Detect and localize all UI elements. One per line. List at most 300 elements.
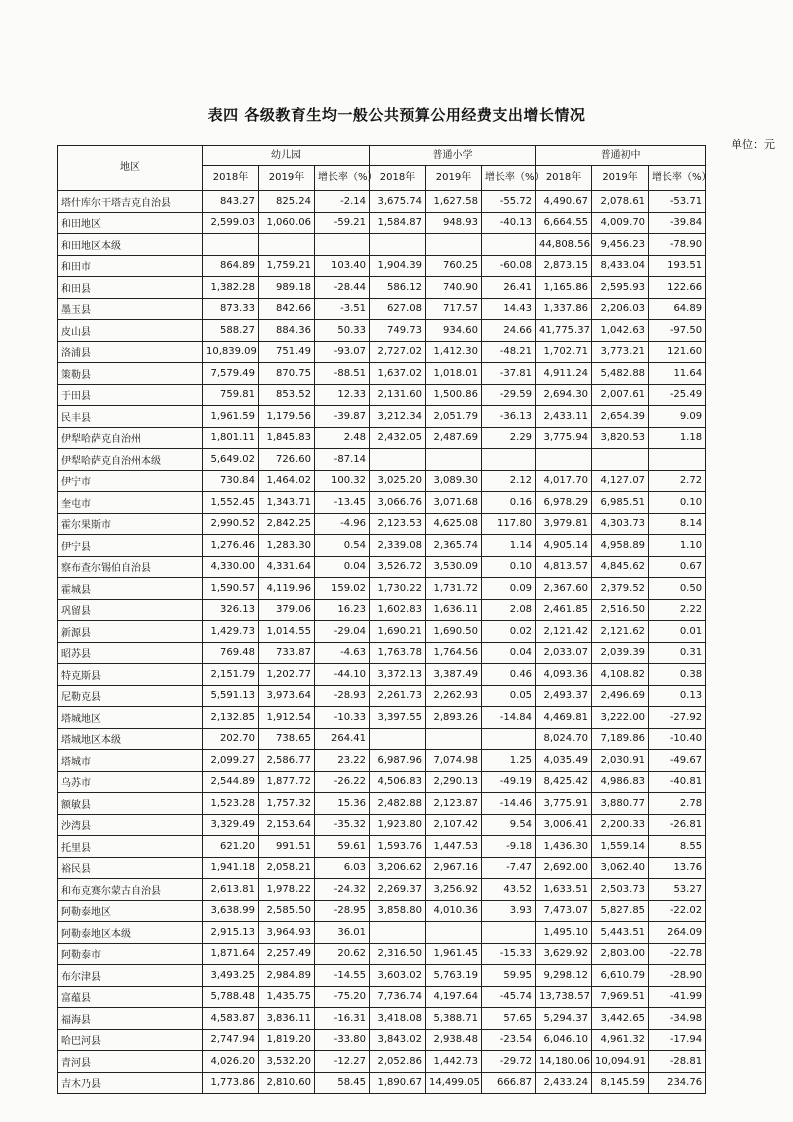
value-cell: 2,379.52 [592, 578, 649, 600]
value-cell: 1,941.18 [203, 857, 259, 879]
value-cell: 1,442.73 [426, 1051, 482, 1073]
table-row [58, 922, 706, 944]
value-cell: 740.90 [426, 277, 482, 299]
value-cell: 0.02 [482, 621, 536, 643]
value-cell: 2,432.05 [370, 427, 426, 449]
value-cell: -49.19 [482, 771, 536, 793]
value-cell: 2,586.77 [259, 750, 315, 772]
region-cell: 和田地区本级 [58, 234, 203, 256]
value-cell: 9,298.12 [536, 965, 592, 987]
value-cell: 8,425.42 [536, 771, 592, 793]
value-cell: 3,858.80 [370, 900, 426, 922]
value-cell: 5,294.37 [536, 1008, 592, 1030]
table-row [58, 965, 706, 987]
value-cell: -17.94 [649, 1029, 706, 1051]
value-cell: 0.67 [649, 556, 706, 578]
table-row [58, 513, 706, 535]
value-cell: 7,074.98 [426, 750, 482, 772]
value-cell: 2,496.69 [592, 685, 649, 707]
value-cell: 7,473.07 [536, 900, 592, 922]
value-cell: 7,736.74 [370, 986, 426, 1008]
table-row [58, 320, 706, 342]
value-cell: 1.25 [482, 750, 536, 772]
value-cell: 3,629.92 [536, 943, 592, 965]
value-cell: 0.54 [315, 535, 370, 557]
region-cell: 阿勒泰地区 [58, 900, 203, 922]
value-cell: 884.36 [259, 320, 315, 342]
region-cell: 策勒县 [58, 363, 203, 385]
value-cell: -13.45 [315, 492, 370, 514]
value-cell: 2,058.21 [259, 857, 315, 879]
value-cell: 1,590.57 [203, 578, 259, 600]
value-cell: 4,469.81 [536, 707, 592, 729]
value-cell: 6,978.29 [536, 492, 592, 514]
table-row [58, 814, 706, 836]
value-cell: 666.87 [482, 1072, 536, 1094]
value-cell: 2,654.39 [592, 406, 649, 428]
value-cell: 873.33 [203, 298, 259, 320]
value-cell: -23.54 [482, 1029, 536, 1051]
value-cell: 5,827.85 [592, 900, 649, 922]
value-cell: 1,500.86 [426, 384, 482, 406]
region-cell: 伊犁哈萨克自治州 [58, 427, 203, 449]
value-cell: 3,603.02 [370, 965, 426, 987]
value-cell: -14.55 [315, 965, 370, 987]
value-cell [649, 449, 706, 471]
value-cell: 2,153.64 [259, 814, 315, 836]
value-cell: 4,108.82 [592, 664, 649, 686]
value-cell: 2.48 [315, 427, 370, 449]
value-cell: 760.25 [426, 255, 482, 277]
value-cell: -15.33 [482, 943, 536, 965]
value-cell: 1,923.80 [370, 814, 426, 836]
value-cell: 13,738.57 [536, 986, 592, 1008]
value-cell: 1,759.21 [259, 255, 315, 277]
value-cell: 2,365.74 [426, 535, 482, 557]
value-cell: -53.71 [649, 191, 706, 213]
value-cell: 4,017.70 [536, 470, 592, 492]
value-cell: -22.78 [649, 943, 706, 965]
region-cell: 新源县 [58, 621, 203, 643]
value-cell: 1,702.71 [536, 341, 592, 363]
value-cell: 1.10 [649, 535, 706, 557]
value-cell: 326.13 [203, 599, 259, 621]
value-cell: 4,026.20 [203, 1051, 259, 1073]
table-row [58, 298, 706, 320]
value-cell: 1,763.78 [370, 642, 426, 664]
region-cell: 塔什库尔干塔吉克自治县 [58, 191, 203, 213]
value-cell: 10,839.09 [203, 341, 259, 363]
value-cell: 41,775.37 [536, 320, 592, 342]
value-cell: 3,880.77 [592, 793, 649, 815]
value-cell: 1,690.50 [426, 621, 482, 643]
table-row [58, 556, 706, 578]
value-cell: 2,585.50 [259, 900, 315, 922]
value-cell: 1,690.21 [370, 621, 426, 643]
value-cell: 3,526.72 [370, 556, 426, 578]
value-cell: 2,078.61 [592, 191, 649, 213]
value-cell: 1,819.20 [259, 1029, 315, 1051]
region-cell: 乌苏市 [58, 771, 203, 793]
value-cell: 3,836.11 [259, 1008, 315, 1030]
value-cell: -33.80 [315, 1029, 370, 1051]
value-cell: 1,912.54 [259, 707, 315, 729]
value-cell: 2,727.02 [370, 341, 426, 363]
value-cell: 1,904.39 [370, 255, 426, 277]
value-cell: 4,625.08 [426, 513, 482, 535]
value-cell: 934.60 [426, 320, 482, 342]
table-row [58, 707, 706, 729]
value-cell: 11.64 [649, 363, 706, 385]
value-cell: 4,035.49 [536, 750, 592, 772]
page-title: 表四 各级教育生均一般公共预算公用经费支出增长情况 [207, 106, 586, 124]
value-cell: 264.09 [649, 922, 706, 944]
col-2018: 2018年 [536, 166, 592, 191]
value-cell [482, 449, 536, 471]
value-cell: 1,961.45 [426, 943, 482, 965]
value-cell: 989.18 [259, 277, 315, 299]
value-cell: 0.05 [482, 685, 536, 707]
value-cell: 100.32 [315, 470, 370, 492]
value-cell: -3.51 [315, 298, 370, 320]
value-cell: 3,775.94 [536, 427, 592, 449]
value-cell: -28.95 [315, 900, 370, 922]
value-cell: 2,290.13 [426, 771, 482, 793]
value-cell: 159.02 [315, 578, 370, 600]
value-cell: 2,810.60 [259, 1072, 315, 1094]
value-cell: -4.63 [315, 642, 370, 664]
col-2019: 2019年 [259, 166, 315, 191]
value-cell: 0.50 [649, 578, 706, 600]
region-cell: 布尔津县 [58, 965, 203, 987]
value-cell: 264.41 [315, 728, 370, 750]
value-cell: -27.92 [649, 707, 706, 729]
value-cell: 2,030.91 [592, 750, 649, 772]
value-cell: 9.09 [649, 406, 706, 428]
value-cell: 3,973.64 [259, 685, 315, 707]
value-cell [426, 728, 482, 750]
region-cell: 于田县 [58, 384, 203, 406]
group-header-kindergarten: 幼儿园 [203, 146, 370, 166]
value-cell: -87.14 [315, 449, 370, 471]
value-cell: 2,938.48 [426, 1029, 482, 1051]
value-cell: 2,487.69 [426, 427, 482, 449]
value-cell: 14,499.05 [426, 1072, 482, 1094]
value-cell: -36.13 [482, 406, 536, 428]
value-cell: 0.10 [649, 492, 706, 514]
table-row [58, 406, 706, 428]
value-cell: 1,447.53 [426, 836, 482, 858]
value-cell: 1,495.10 [536, 922, 592, 944]
col-2018: 2018年 [370, 166, 426, 191]
value-cell: 3,442.65 [592, 1008, 649, 1030]
value-cell: 0.01 [649, 621, 706, 643]
table-body [58, 191, 706, 1094]
value-cell: 5,443.51 [592, 922, 649, 944]
value-cell: 0.13 [649, 685, 706, 707]
col-2018: 2018年 [203, 166, 259, 191]
region-cell: 特克斯县 [58, 664, 203, 686]
table-row [58, 836, 706, 858]
value-cell: 2,206.03 [592, 298, 649, 320]
value-cell: 2,316.50 [370, 943, 426, 965]
value-cell: 6.03 [315, 857, 370, 879]
table-row [58, 599, 706, 621]
table-row [58, 1051, 706, 1073]
value-cell: 26.41 [482, 277, 536, 299]
table-row [58, 1072, 706, 1094]
value-cell: 4,127.07 [592, 470, 649, 492]
table-row [58, 212, 706, 234]
region-cell: 阿勒泰地区本级 [58, 922, 203, 944]
value-cell: 4,010.36 [426, 900, 482, 922]
table-row [58, 943, 706, 965]
table-row [58, 900, 706, 922]
value-cell [315, 234, 370, 256]
value-cell: 3,820.53 [592, 427, 649, 449]
value-cell: 4,583.87 [203, 1008, 259, 1030]
value-cell [592, 449, 649, 471]
value-cell: -49.67 [649, 750, 706, 772]
value-cell: 621.20 [203, 836, 259, 858]
value-cell: 4,958.89 [592, 535, 649, 557]
value-cell: 103.40 [315, 255, 370, 277]
value-cell: 5,482.88 [592, 363, 649, 385]
value-cell: 2,052.86 [370, 1051, 426, 1073]
value-cell: 20.62 [315, 943, 370, 965]
value-cell: 1,436.30 [536, 836, 592, 858]
value-cell: 14,180.06 [536, 1051, 592, 1073]
value-cell: 2,123.87 [426, 793, 482, 815]
region-cell: 霍尔果斯市 [58, 513, 203, 535]
value-cell: 3,222.00 [592, 707, 649, 729]
value-cell: 2,692.00 [536, 857, 592, 879]
value-cell: 2,544.89 [203, 771, 259, 793]
value-cell: 43.52 [482, 879, 536, 901]
value-cell: 2.78 [649, 793, 706, 815]
value-cell: 4,986.83 [592, 771, 649, 793]
value-cell: -10.33 [315, 707, 370, 729]
value-cell: 759.81 [203, 384, 259, 406]
table-row [58, 578, 706, 600]
value-cell: 2,747.94 [203, 1029, 259, 1051]
value-cell: -45.74 [482, 986, 536, 1008]
value-cell: 59.95 [482, 965, 536, 987]
value-cell: -14.84 [482, 707, 536, 729]
value-cell: 36.01 [315, 922, 370, 944]
value-cell: 2,803.00 [592, 943, 649, 965]
value-cell [203, 234, 259, 256]
value-cell [426, 922, 482, 944]
value-cell: 2,051.79 [426, 406, 482, 428]
value-cell: 1,633.51 [536, 879, 592, 901]
value-cell: 2,121.42 [536, 621, 592, 643]
value-cell: 3,638.99 [203, 900, 259, 922]
value-cell: -78.90 [649, 234, 706, 256]
value-cell: -26.81 [649, 814, 706, 836]
value-cell: 6,987.96 [370, 750, 426, 772]
value-cell: 122.66 [649, 277, 706, 299]
value-cell: 1,593.76 [370, 836, 426, 858]
table-row [58, 384, 706, 406]
value-cell: 4,813.57 [536, 556, 592, 578]
value-cell: 4,093.36 [536, 664, 592, 686]
value-cell: 1,283.30 [259, 535, 315, 557]
value-cell: 58.45 [315, 1072, 370, 1094]
value-cell: 749.73 [370, 320, 426, 342]
col-2019: 2019年 [592, 166, 649, 191]
value-cell: 2,099.27 [203, 750, 259, 772]
value-cell: -28.44 [315, 277, 370, 299]
value-cell: 3,530.09 [426, 556, 482, 578]
value-cell: 13.76 [649, 857, 706, 879]
value-cell: 0.04 [315, 556, 370, 578]
value-cell [482, 234, 536, 256]
value-cell: 5,591.13 [203, 685, 259, 707]
value-cell: 6,046.10 [536, 1029, 592, 1051]
value-cell: 5,763.19 [426, 965, 482, 987]
col-growth: 增长率（%） [649, 166, 706, 191]
value-cell: 1,602.83 [370, 599, 426, 621]
table-row [58, 879, 706, 901]
value-cell: 2,433.11 [536, 406, 592, 428]
value-cell: -55.72 [482, 191, 536, 213]
value-cell: 3,843.02 [370, 1029, 426, 1051]
value-cell: 1,584.87 [370, 212, 426, 234]
value-cell: -40.81 [649, 771, 706, 793]
col-growth: 增长率（%） [315, 166, 370, 191]
value-cell: 6,664.55 [536, 212, 592, 234]
table-row [58, 771, 706, 793]
value-cell: 1,014.55 [259, 621, 315, 643]
table-row [58, 642, 706, 664]
value-cell: 3,062.40 [592, 857, 649, 879]
region-cell: 巩留县 [58, 599, 203, 621]
value-cell: 4,506.83 [370, 771, 426, 793]
value-cell: 2,121.62 [592, 621, 649, 643]
value-cell: 586.12 [370, 277, 426, 299]
group-header-junior: 普通初中 [536, 146, 706, 166]
value-cell: 948.93 [426, 212, 482, 234]
unit-label: 单位：元 [731, 138, 775, 151]
value-cell: -88.51 [315, 363, 370, 385]
value-cell: 7,189.86 [592, 728, 649, 750]
region-cell: 和田地区 [58, 212, 203, 234]
value-cell: 853.52 [259, 384, 315, 406]
value-cell: 234.76 [649, 1072, 706, 1094]
value-cell: 1,165.86 [536, 277, 592, 299]
value-cell: 0.16 [482, 492, 536, 514]
value-cell: 2.22 [649, 599, 706, 621]
value-cell: 8,024.70 [536, 728, 592, 750]
value-cell: 3,329.49 [203, 814, 259, 836]
value-cell: 5,788.48 [203, 986, 259, 1008]
region-cell: 洛浦县 [58, 341, 203, 363]
value-cell [426, 234, 482, 256]
value-cell: 379.06 [259, 599, 315, 621]
value-cell: 1,179.56 [259, 406, 315, 428]
value-cell [370, 449, 426, 471]
value-cell: 3,025.20 [370, 470, 426, 492]
value-cell: 627.08 [370, 298, 426, 320]
value-cell: 121.60 [649, 341, 706, 363]
value-cell: -9.18 [482, 836, 536, 858]
table-row [58, 728, 706, 750]
value-cell: 717.57 [426, 298, 482, 320]
table-row [58, 341, 706, 363]
value-cell: 1,773.86 [203, 1072, 259, 1094]
value-cell: 1,412.30 [426, 341, 482, 363]
value-cell: 1,627.58 [426, 191, 482, 213]
value-cell: 2,503.73 [592, 879, 649, 901]
value-cell: -28.93 [315, 685, 370, 707]
value-cell: 15.36 [315, 793, 370, 815]
value-cell: 14.43 [482, 298, 536, 320]
region-cell: 沙湾县 [58, 814, 203, 836]
value-cell: -12.27 [315, 1051, 370, 1073]
value-cell: 1,890.67 [370, 1072, 426, 1094]
table-row [58, 255, 706, 277]
region-cell: 尼勒克县 [58, 685, 203, 707]
value-cell: 57.65 [482, 1008, 536, 1030]
value-cell: 2,915.13 [203, 922, 259, 944]
value-cell: -10.40 [649, 728, 706, 750]
value-cell: 769.48 [203, 642, 259, 664]
region-cell: 伊犁哈萨克自治州本级 [58, 449, 203, 471]
value-cell: -60.08 [482, 255, 536, 277]
region-cell: 福海县 [58, 1008, 203, 1030]
value-cell: 1,637.02 [370, 363, 426, 385]
value-cell: 4,905.14 [536, 535, 592, 557]
table-row [58, 685, 706, 707]
value-cell: 5,388.71 [426, 1008, 482, 1030]
value-cell: 991.51 [259, 836, 315, 858]
value-cell: 2,493.37 [536, 685, 592, 707]
region-cell: 察布查尔锡伯自治县 [58, 556, 203, 578]
value-cell: 3,256.92 [426, 879, 482, 901]
region-cell: 和布克赛尔蒙古自治县 [58, 879, 203, 901]
value-cell: -35.32 [315, 814, 370, 836]
table-row [58, 621, 706, 643]
table-row [58, 857, 706, 879]
value-cell: 0.38 [649, 664, 706, 686]
table-row [58, 664, 706, 686]
value-cell: 843.27 [203, 191, 259, 213]
value-cell: 751.49 [259, 341, 315, 363]
expenditure-table [57, 145, 712, 1094]
table-row [58, 535, 706, 557]
value-cell: 3,675.74 [370, 191, 426, 213]
value-cell: 2,007.61 [592, 384, 649, 406]
value-cell: 1,978.22 [259, 879, 315, 901]
value-cell: 0.46 [482, 664, 536, 686]
value-cell: 2,613.81 [203, 879, 259, 901]
value-cell: 588.27 [203, 320, 259, 342]
value-cell: 1.14 [482, 535, 536, 557]
value-cell: 864.89 [203, 255, 259, 277]
value-cell: 3,418.08 [370, 1008, 426, 1030]
value-cell: 2,131.60 [370, 384, 426, 406]
value-cell: 44,808.56 [536, 234, 592, 256]
value-cell: -24.32 [315, 879, 370, 901]
value-cell: 6,610.79 [592, 965, 649, 987]
region-cell: 皮山县 [58, 320, 203, 342]
value-cell: 202.70 [203, 728, 259, 750]
value-cell: 1,636.11 [426, 599, 482, 621]
value-cell: 4,331.64 [259, 556, 315, 578]
region-cell: 霍城县 [58, 578, 203, 600]
value-cell: 2,873.15 [536, 255, 592, 277]
